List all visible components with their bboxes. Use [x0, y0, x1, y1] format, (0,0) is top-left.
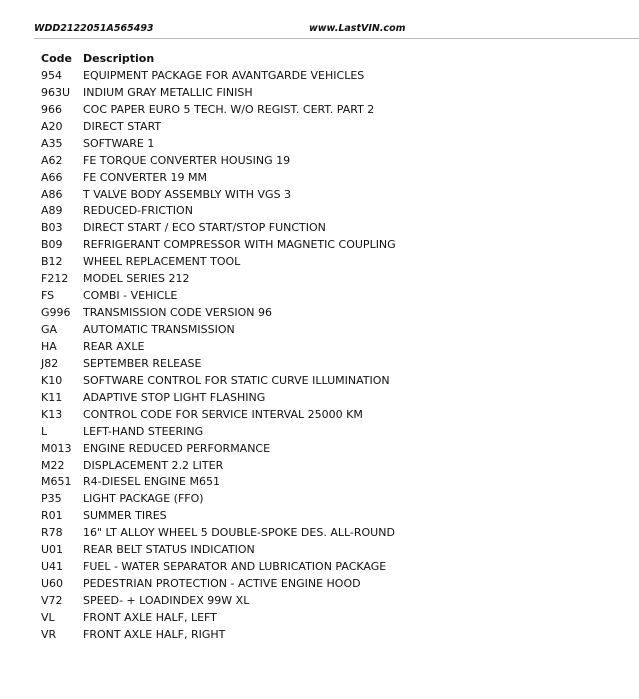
option-description: REAR AXLE	[83, 339, 145, 353]
option-code-table	[41, 49, 396, 643]
option-description: T VALVE BODY ASSEMBLY WITH VGS 3	[83, 187, 292, 201]
table-row	[41, 524, 396, 541]
option-description: ADAPTIVE STOP LIGHT FLASHING	[83, 390, 266, 404]
option-code: A62	[41, 153, 63, 167]
table-row	[41, 474, 396, 491]
table-row	[41, 186, 396, 203]
option-description: REAR BELT STATUS INDICATION	[83, 543, 255, 557]
option-code: J82	[41, 356, 59, 370]
option-code: M013	[41, 441, 72, 455]
table-row	[41, 219, 396, 236]
table-body	[41, 67, 396, 643]
table-row	[41, 338, 396, 355]
site-url[interactable]: www.LastVIN.com	[309, 23, 406, 34]
option-code: R78	[41, 526, 63, 540]
table-row	[41, 406, 396, 423]
option-code: V72	[41, 594, 63, 608]
option-description: TRANSMISSION CODE VERSION 96	[83, 306, 272, 320]
table-row	[41, 101, 396, 118]
table-row	[41, 304, 396, 321]
option-code: HA	[41, 339, 57, 353]
option-description: COMBI - VEHICLE	[83, 289, 178, 303]
option-description: FE TORQUE CONVERTER HOUSING 19	[83, 153, 291, 167]
table-row	[41, 592, 396, 609]
table-row	[41, 270, 396, 287]
table-row	[41, 372, 396, 389]
option-description: LEFT-HAND STEERING	[83, 424, 204, 438]
option-description: WHEEL REPLACEMENT TOOL	[83, 255, 241, 269]
option-code: 954	[41, 68, 62, 82]
table-row	[41, 423, 396, 440]
table-row	[41, 67, 396, 84]
option-code: FS	[41, 289, 55, 303]
option-code: 963U	[41, 85, 71, 99]
option-code: U60	[41, 577, 64, 591]
option-code: GA	[41, 323, 58, 337]
option-code: A66	[41, 170, 63, 184]
option-description: FE CONVERTER 19 MM	[83, 170, 207, 184]
option-code: VL	[41, 610, 55, 624]
table-row	[41, 507, 396, 524]
option-description: MODEL SERIES 212	[83, 272, 190, 286]
table-row	[41, 152, 396, 169]
option-description: CONTROL CODE FOR SERVICE INTERVAL 25000 KM	[83, 407, 363, 421]
table-row	[41, 626, 396, 643]
table-row	[41, 236, 396, 253]
option-description: PEDESTRIAN PROTECTION - ACTIVE ENGINE HOOD	[83, 577, 361, 591]
option-description: 16" LT ALLOY WHEEL 5 DOUBLE-SPOKE DES. ALL-ROUND	[83, 526, 395, 540]
option-description: AUTOMATIC TRANSMISSION	[83, 323, 235, 337]
table-row	[41, 575, 396, 592]
option-description: DISPLACEMENT 2.2 LITER	[83, 458, 224, 472]
table-row	[41, 84, 396, 101]
option-code: K10	[41, 373, 63, 387]
option-code: A86	[41, 187, 63, 201]
table-header-row	[41, 49, 396, 67]
table-row	[41, 490, 396, 507]
option-description: INDIUM GRAY METALLIC FINISH	[83, 85, 253, 99]
option-code: K11	[41, 390, 63, 404]
option-description: SOFTWARE CONTROL FOR STATIC CURVE ILLUMINATION	[83, 373, 390, 387]
option-code: U41	[41, 560, 64, 574]
header-divider	[34, 38, 639, 39]
option-code: M22	[41, 458, 65, 472]
table-row	[41, 135, 396, 152]
option-description: SEPTEMBER RELEASE	[83, 356, 202, 370]
page-header	[34, 23, 639, 37]
table-row	[41, 440, 396, 457]
option-description: EQUIPMENT PACKAGE FOR AVANTGARDE VEHICLES	[83, 68, 365, 82]
table-row	[41, 355, 396, 372]
option-code: VR	[41, 627, 57, 641]
option-code: L	[41, 424, 48, 438]
option-code: K13	[41, 407, 63, 421]
option-description: LIGHT PACKAGE (FFO)	[83, 492, 204, 506]
vin-number: WDD2122051A565493	[34, 23, 154, 34]
table-row	[41, 203, 396, 220]
option-code: F212	[41, 272, 69, 286]
option-code: P35	[41, 492, 62, 506]
option-description: SUMMER TIRES	[83, 509, 167, 523]
option-code: 966	[41, 102, 62, 116]
option-code: A89	[41, 204, 63, 218]
option-code: U01	[41, 543, 64, 557]
table-row	[41, 321, 396, 338]
option-description: FRONT AXLE HALF, RIGHT	[83, 627, 226, 641]
option-description: REDUCED-FRICTION	[83, 204, 193, 218]
table-row	[41, 169, 396, 186]
option-code: B12	[41, 255, 63, 269]
option-description: FRONT AXLE HALF, LEFT	[83, 610, 217, 624]
table-row	[41, 118, 396, 135]
option-description: REFRIGERANT COMPRESSOR WITH MAGNETIC COUPLING	[83, 238, 396, 252]
option-code: R01	[41, 509, 63, 523]
description-column-header: Description	[83, 51, 155, 65]
option-description: FUEL - WATER SEPARATOR AND LUBRICATION PACKAGE	[83, 560, 387, 574]
option-code: A20	[41, 119, 63, 133]
table-row	[41, 609, 396, 626]
option-description: COC PAPER EURO 5 TECH. W/O REGIST. CERT. PART 2	[83, 102, 375, 116]
table-row	[41, 253, 396, 270]
option-description: ENGINE REDUCED PERFORMANCE	[83, 441, 271, 455]
option-code: B03	[41, 221, 63, 235]
option-code: M651	[41, 475, 72, 489]
option-code: G996	[41, 306, 71, 320]
option-description: SPEED- + LOADINDEX 99W XL	[83, 594, 250, 608]
table-row	[41, 558, 396, 575]
option-code: A35	[41, 136, 63, 150]
table-row	[41, 287, 396, 304]
code-column-header: Code	[41, 51, 72, 65]
option-description: DIRECT START / ECO START/STOP FUNCTION	[83, 221, 326, 235]
option-code: B09	[41, 238, 63, 252]
table-row	[41, 389, 396, 406]
option-description: SOFTWARE 1	[83, 136, 155, 150]
option-description: DIRECT START	[83, 119, 162, 133]
option-description: R4-DIESEL ENGINE M651	[83, 475, 220, 489]
table-row	[41, 457, 396, 474]
table-row	[41, 541, 396, 558]
